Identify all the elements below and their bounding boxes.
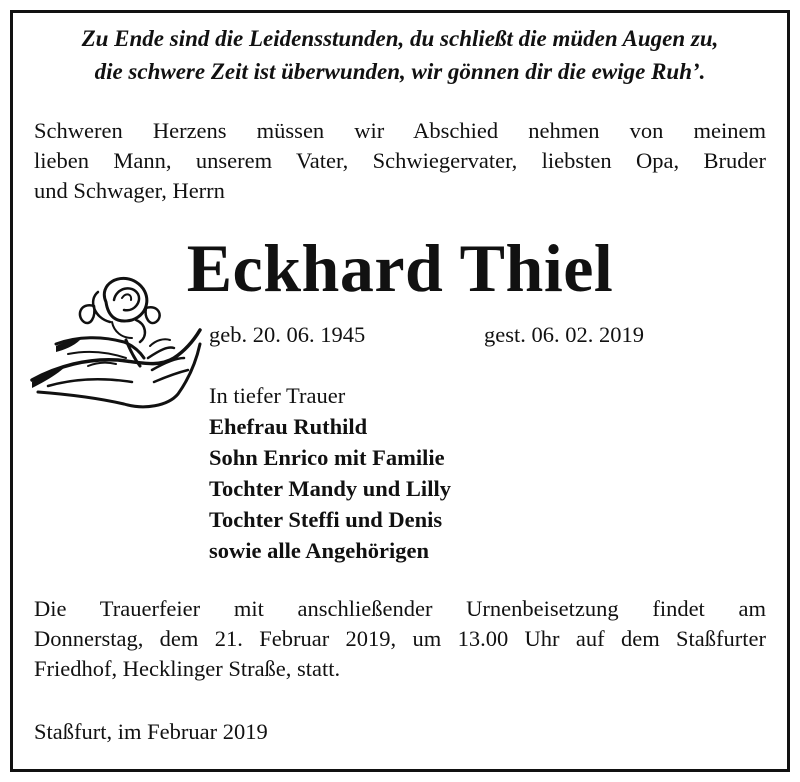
verse-line-2: die schwere Zeit ist überwunden, wir gönnen dir die ewige Ruh’. [94, 59, 706, 84]
verse-line-1: Zu Ende sind die Leidensstunden, du schließt die müden Augen zu, [81, 26, 719, 51]
death-date: gest. 06. 02. 2019 [484, 322, 644, 347]
funeral-line-3: Friedhof, Hecklinger Straße, statt. [34, 656, 341, 681]
mourner-item: sowie alle Angehörigen [209, 538, 429, 563]
mourners-heading: In tiefer Trauer [209, 383, 346, 408]
intro-line-2: lieben Mann, unserem Vater, Schwiegervater, liebsten Opa, Bruder [34, 148, 766, 173]
mourner-item: Ehefrau Ruthild [209, 414, 368, 439]
intro-line-1: Schweren Herzens müssen wir Abschied nehmen von meinem [34, 118, 766, 143]
mourner-item: Sohn Enrico mit Familie [209, 445, 445, 470]
mourners-block [209, 380, 451, 566]
funeral-notice [34, 594, 766, 684]
funeral-line-2: Donnerstag, dem 21. Februar 2019, um 13.00 Uhr auf dem Staßfurter [34, 626, 766, 651]
mourner-item: Tochter Mandy und Lilly [209, 476, 451, 501]
place-and-date: Staßfurt, im Februar 2019 [34, 719, 268, 744]
hands-holding-rose-icon [28, 262, 204, 414]
mourner-item: Tochter Steffi und Denis [209, 507, 443, 532]
intro-text [34, 116, 766, 206]
funeral-line-1: Die Trauerfeier mit anschließender Urnenbeisetzung findet am [34, 596, 766, 621]
birth-date: geb. 20. 06. 1945 [209, 322, 366, 347]
deceased-name: Eckhard Thiel [186, 230, 614, 306]
memorial-verse [0, 22, 800, 88]
intro-line-3: und Schwager, Herrn [34, 178, 225, 203]
